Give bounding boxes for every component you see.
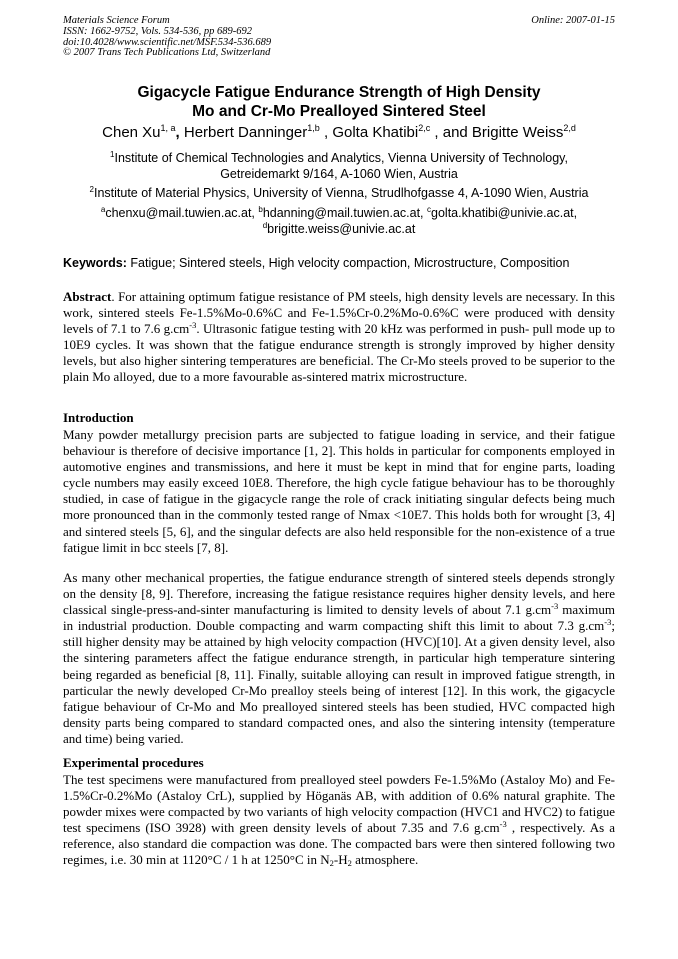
title-line-2: Mo and Cr-Mo Prealloyed Sintered Steel [192, 103, 486, 120]
unit-exponent: -3 [499, 819, 507, 830]
paragraph-text: The test specimens were manufactured from prealloyed steel powders Fe-1.5%Mo (Astaloy Mo) and Fe-1.5%Cr-0.2%Mo (Astaloy CrL), supplied by Höganäs AB, with addition of 0.6% natural graphite. The powder mixes were compacted by two variants of high velocity compaction (HVC1 and HVC2) to fatigue test specimens (ISO 3928) with green density levels of about 7.35 and 7.6 g.cm [63, 772, 615, 836]
introduction-paragraph-2 [63, 570, 615, 747]
affiliation-text: Institute of Material Physics, University of Vienna, Strudlhofgasse 4, A-1090 Wien, Austria [93, 186, 589, 200]
email-key: c [427, 205, 432, 214]
unit-exponent: -3 [551, 601, 559, 612]
issn-line: ISSN: 1662-9752, Vols. 534-536, pp 689-692 [63, 25, 252, 37]
abstract-text: . Ultrasonic fatigue testing with 20 kHz was performed in push- pull mode up to 10E9 cycles. It was shown that the fatigue endurance strength is strongly improved by higher density levels, but also higher sintering temperatures are beneficial. The Cr-Mo steels proved to be superior to the plain Mo alloyed, due to a more favourable as-sintered matrix microstructure. [63, 321, 615, 385]
author-affiliation-mark: 1,b [307, 123, 320, 133]
author-separator: , [175, 124, 184, 141]
introduction-paragraph-1: Many powder metallurgy precision parts are subjected to fatigue loading in service, and their fatigue behaviour is therefore of decisive importance [1, 2]. This holds in particular for components employed in automotive engines and transmissions, and here it must be kept in mind that for engine parts, loading cycle numbers may easily exceed 10E8. Therefore, the high cycle fatigue behaviour has to be thoroughly studied, in case of fatigue in the gigacycle range the role of crack initiating singular defects being much more pronounced than in the commonly tested range of Nmax <10E7. This holds both for wrought [3, 4] and sintered steels [5, 6], and the singular defects are also held responsible for the non-existence of a true fatigue limit in bcc steels [7, 8]. [63, 427, 615, 555]
subscript: 2 [347, 858, 352, 869]
email-key: d [262, 221, 268, 230]
email-address: chenxu@mail.tuwien.ac.at, [105, 206, 259, 220]
paragraph-text: As many other mechanical properties, the fatigue endurance strength of sintered steels depends strongly on the density [8, 9]. Therefore, increasing the fatigue resistance requires higher density levels, and here classical single-press-and-sinter manufacturing is limited to density levels of about 7.1 g.cm [63, 570, 615, 618]
email-address: brigitte.weiss@univie.ac.at [267, 222, 416, 236]
author-name: Brigitte Weiss [471, 124, 564, 141]
online-date: Online: 2007-01-15 [531, 15, 615, 26]
journal-header [63, 16, 615, 59]
affiliation-text: Institute of Chemical Technologies and Analytics, Vienna University of Technology, [114, 151, 568, 165]
introduction-heading: Introduction [63, 410, 134, 425]
author-list [0, 123, 678, 143]
paper-title [0, 83, 678, 121]
copyright-line: © 2007 Trans Tech Publications Ltd, Switzerland [63, 47, 271, 59]
abstract-label: Abstract [63, 289, 112, 304]
experimental-heading: Experimental procedures [63, 755, 204, 770]
journal-name: Materials Science Forum [63, 15, 170, 26]
email-key: a [100, 205, 106, 214]
author-name: Chen Xu [102, 124, 161, 141]
experimental-paragraph [63, 772, 615, 869]
unit-exponent: -3 [604, 617, 612, 628]
abstract-paragraph [63, 289, 615, 386]
email-address: hdanning@mail.tuwien.ac.at, [262, 206, 428, 220]
paragraph-text: -H [333, 852, 348, 868]
paragraph-text: , respectively. As a reference, also standard die compaction was done. The compacted bars were then sintered following two regimes, i.e. 30 min at 1120°C / 1 h at 1250°C in N [63, 820, 615, 868]
email-address: golta.khatibi@univie.ac.at, [431, 206, 578, 220]
author-separator: , [319, 124, 333, 141]
affiliation-1 [0, 150, 678, 182]
paragraph-text: atmosphere. [351, 852, 419, 868]
keywords-label: Keywords: [63, 256, 127, 270]
affiliation-address: Getreidemarkt 9/164, A-1060 Wien, Austria [220, 167, 458, 181]
keywords [63, 255, 615, 271]
affiliation-number: 1 [110, 150, 115, 159]
author-separator: , and [430, 124, 472, 141]
keywords-text: Fatigue; Sintered steels, High velocity compaction, Microstructure, Composition [126, 256, 570, 270]
paragraph-text: maximum in industrial production. Double compacting and warm compacting shift this limit to about 7.3 g.cm [63, 602, 616, 634]
affiliation-number: 2 [89, 185, 94, 194]
affiliation-2 [0, 185, 678, 201]
email-list [0, 205, 678, 237]
author-affiliation-mark: 2,c [418, 123, 431, 133]
doi-line: doi:10.4028/www.scientific.net/MSF.534-536.689 [63, 36, 272, 48]
abstract-text: . For attaining optimum fatigue resistance of PM steels, high density levels are necessary. In this work, sintered steels Fe-1.5%Mo-0.6%C and Fe-1.5%Cr-0.2%Mo-0.6%C were produced with density levels of 7.1 to 7.6 g.cm [63, 289, 615, 337]
unit-exponent: -3 [189, 320, 197, 331]
title-line-1: Gigacycle Fatigue Endurance Strength of High Density [137, 84, 541, 101]
author-affiliation-mark: 1, a [160, 123, 176, 133]
email-key: b [258, 205, 263, 214]
author-name: Golta Khatibi [332, 124, 419, 141]
author-affiliation-mark: 2,d [563, 123, 576, 133]
subscript: 2 [329, 858, 334, 869]
paragraph-text: ; still higher density may be attained by high velocity compaction (HVC)[10]. At a given density level, also the sintering parameters affect the fatigue endurance strength, in particular high temperature sintering being regarded as beneficial [8, 11]. Finally, suitable alloying can result in improved fatigue strength, in particular the newly developed Cr-Mo prealloy steels being of interest [12]. In this work, the gigacycle fatigue behaviour of Cr-Mo and Mo prealloyed sintered steels has been studied, HVC compacted high density parts being compared to standard compacted ones, and also the sintering intensity (temperature and time) being varied. [63, 618, 615, 746]
author-name: Herbert Danninger [183, 124, 308, 141]
